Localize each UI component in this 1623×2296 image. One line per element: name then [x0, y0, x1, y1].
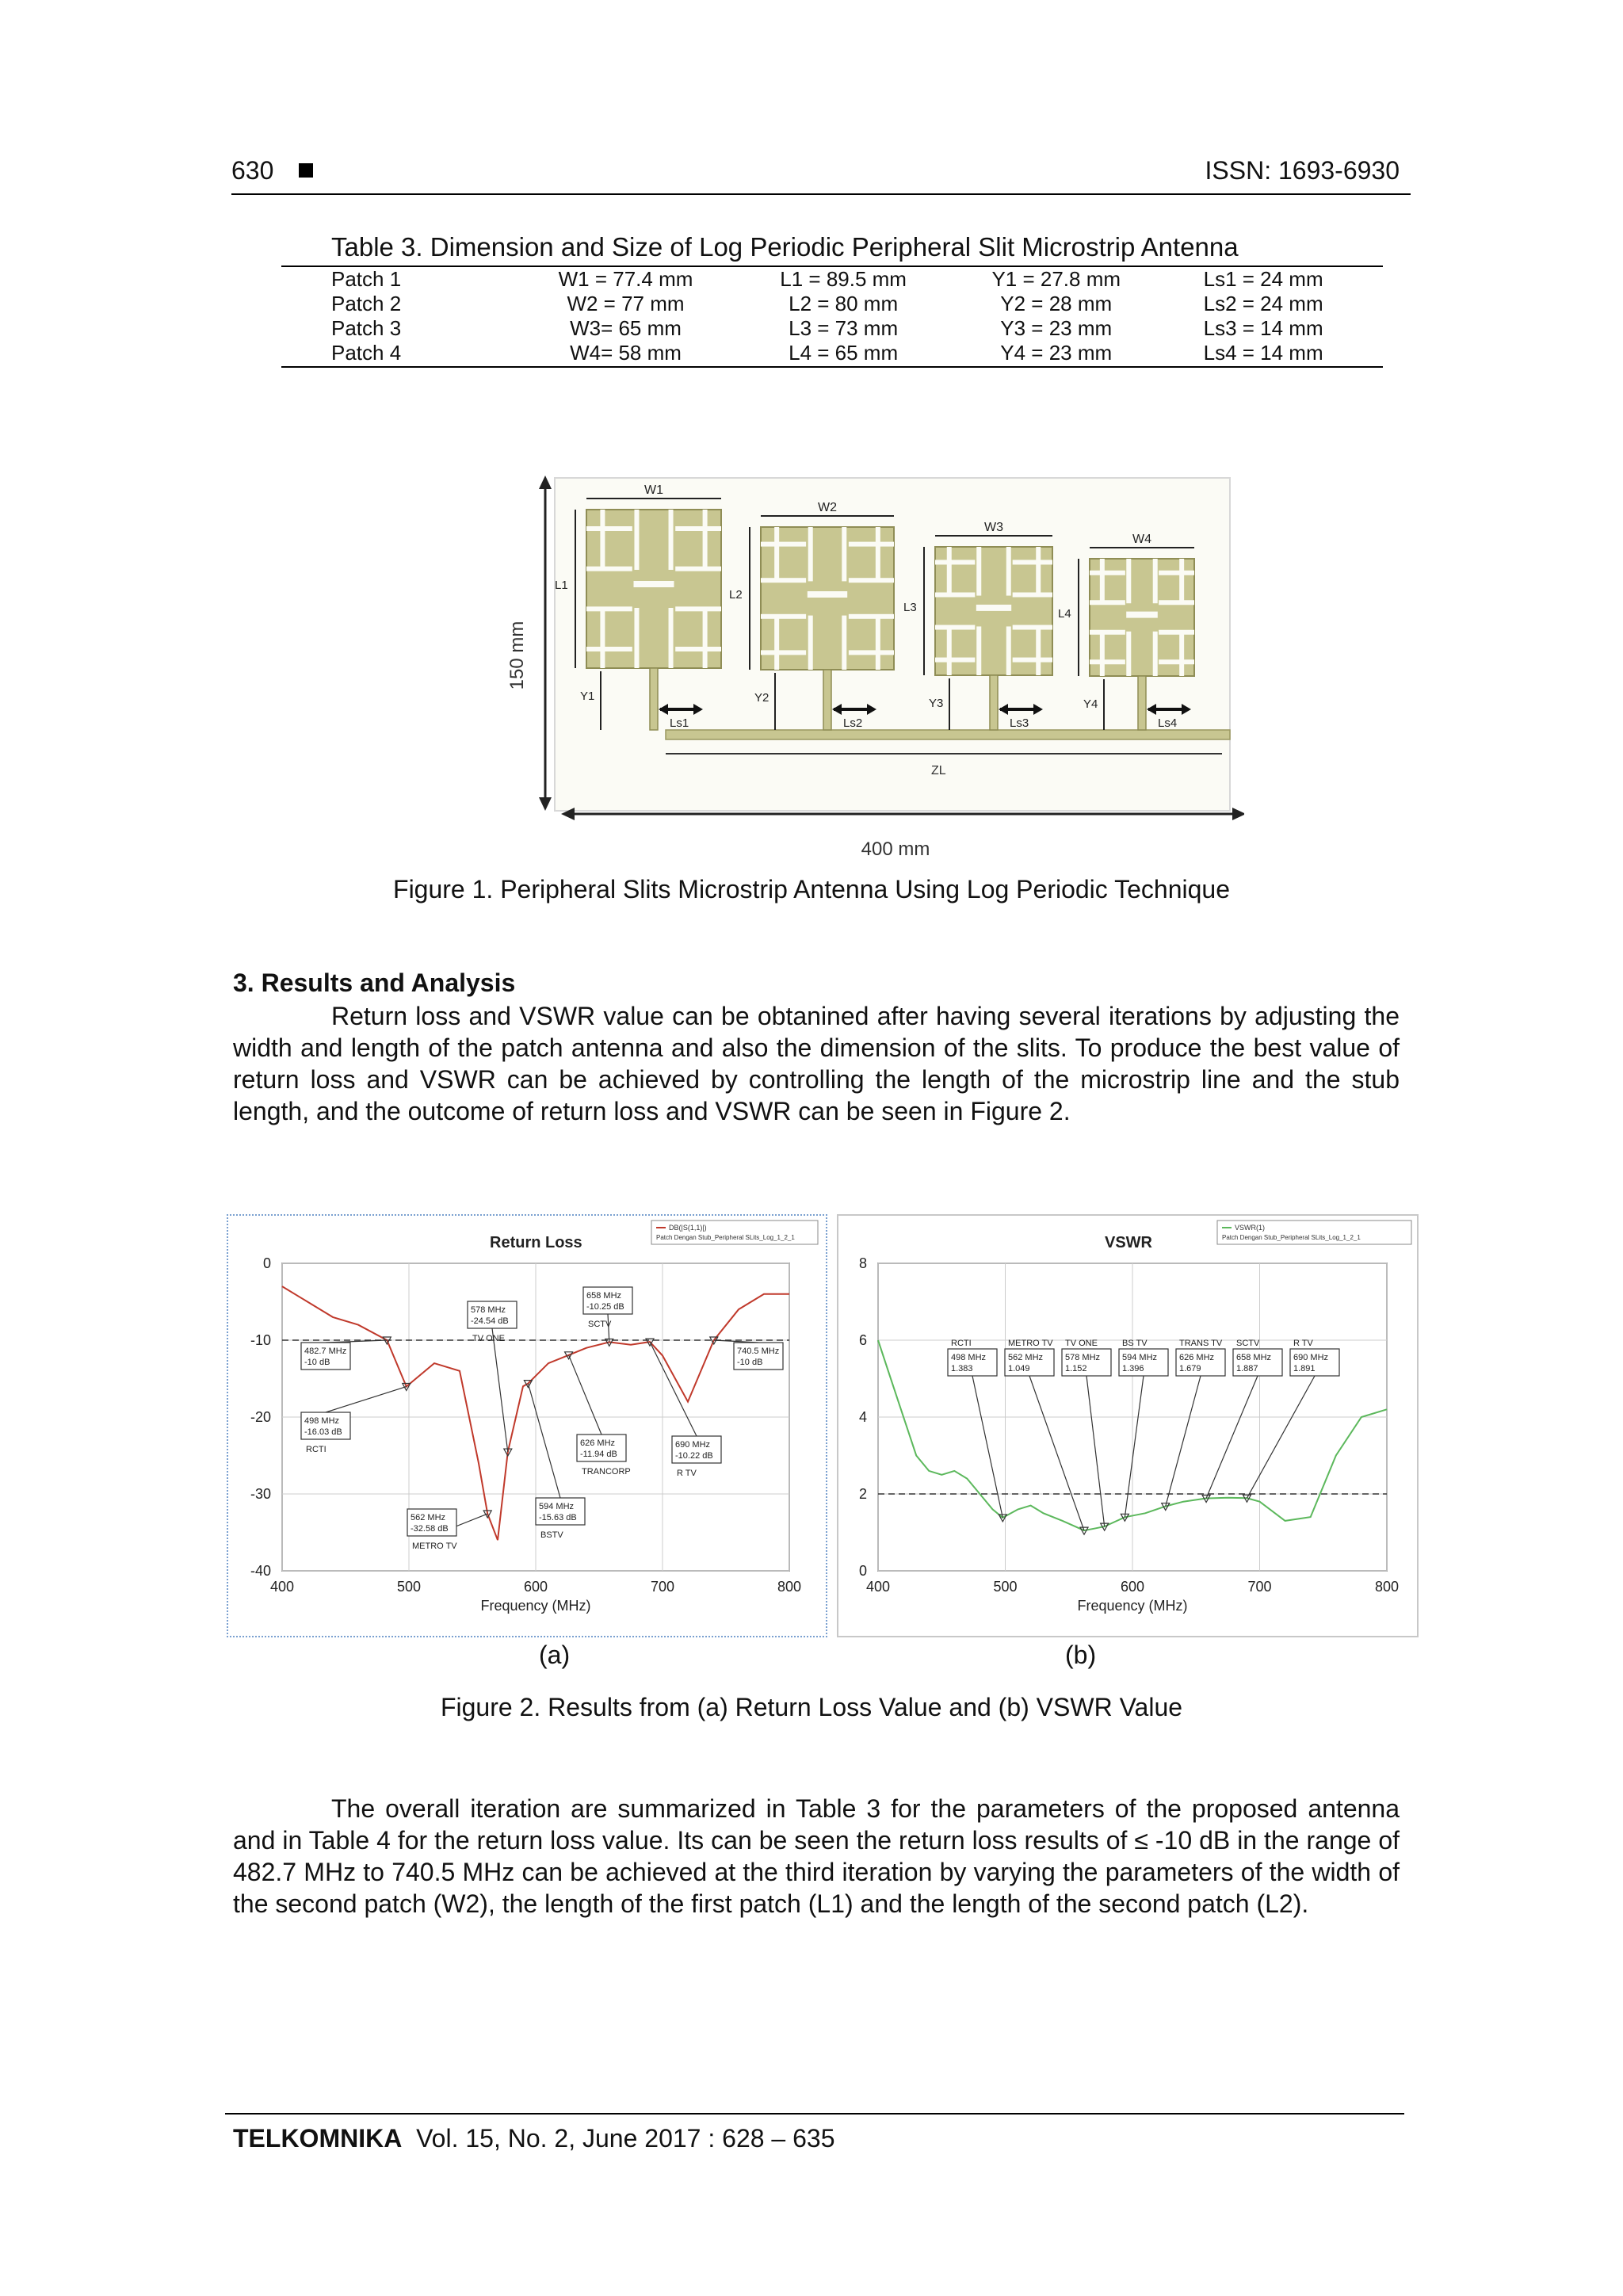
- y-tick-label: 0: [262, 1255, 271, 1271]
- chart-legend: [1217, 1221, 1411, 1244]
- slit: [1006, 626, 1011, 675]
- table-cell: Patch 2: [331, 292, 402, 315]
- slit: [935, 658, 975, 663]
- station-label: R TV: [677, 1469, 697, 1478]
- table-cell: W3= 65 mm: [570, 316, 682, 340]
- table-bottom-rule: [281, 366, 1383, 368]
- callout-value: 1.049: [1008, 1364, 1030, 1373]
- slit: [774, 527, 779, 581]
- station-label: RCTI: [306, 1445, 327, 1454]
- center-slit: [976, 605, 1011, 611]
- callout-value: -15.63 dB: [539, 1513, 577, 1522]
- slit: [675, 526, 721, 531]
- table-row: [309, 292, 1363, 316]
- page-number: 630: [231, 156, 313, 185]
- station-label: SCTV: [1236, 1339, 1260, 1348]
- callout-value: -10 dB: [304, 1358, 330, 1367]
- stub: [823, 670, 831, 730]
- x-axis-label: Frequency (MHz): [1077, 1598, 1188, 1614]
- x-tick-label: 400: [865, 1579, 891, 1595]
- slit: [675, 606, 721, 611]
- callout-value: -11.94 dB: [580, 1450, 617, 1459]
- y-tick-label: -10: [250, 1332, 271, 1348]
- x-tick-label: 600: [1120, 1579, 1145, 1595]
- chart-title: Return Loss: [490, 1234, 582, 1251]
- station-label: TV ONE: [472, 1334, 505, 1343]
- callout-value: 1.396: [1122, 1364, 1144, 1373]
- callout-value: -24.54 dB: [471, 1316, 509, 1326]
- x-tick-label: 600: [523, 1579, 548, 1595]
- vswr-chart: [837, 1214, 1419, 1637]
- section-heading: 3. Results and Analysis: [233, 968, 516, 997]
- x-tick-label: 800: [777, 1579, 802, 1595]
- slit: [761, 542, 806, 547]
- callout-value: -32.58 dB: [411, 1524, 449, 1534]
- figure1-caption: Figure 1. Peripheral Slits Microstrip Antenna Using Log Periodic Technique: [393, 875, 1230, 904]
- y-tick-label: -40: [250, 1563, 271, 1579]
- l-label: L2: [729, 588, 743, 602]
- chart-title: VSWR: [1105, 1234, 1152, 1251]
- callout-freq: 690 MHz: [675, 1440, 711, 1450]
- slit: [634, 608, 639, 668]
- slit: [675, 647, 721, 651]
- slit: [1159, 600, 1194, 605]
- x-tick-label: 400: [269, 1579, 295, 1595]
- callout-freq: 578 MHz: [1065, 1353, 1101, 1362]
- y-tick-label: 0: [858, 1563, 867, 1579]
- table-cell: L2 = 80 mm: [789, 292, 899, 315]
- w-label: W4: [1132, 533, 1151, 546]
- center-slit: [808, 591, 847, 598]
- slit: [1013, 625, 1052, 630]
- stub: [990, 675, 998, 730]
- station-label: BSTV: [540, 1530, 563, 1540]
- table-cell: Y2 = 28 mm: [1000, 292, 1113, 315]
- slit: [1153, 632, 1158, 676]
- slit: [1013, 658, 1052, 663]
- callout-value: 1.152: [1065, 1364, 1087, 1373]
- callout-value: 1.891: [1293, 1364, 1316, 1373]
- y-tick-label: 2: [858, 1486, 867, 1502]
- paragraph-2: The overall iteration are summarized in Table 3 for the parameters of the proposed antenna and in Table 4 for the return loss value. Its can be seen the return loss results of ≤ -10 dB in the range of 482.7 MHz to 740.5 MHz can be achieved at the third iteration by varying the parameters of the width of the second patch (W2), the length of the first patch (L1) and the length of the second patch (L2).: [233, 1794, 1400, 1918]
- slit: [808, 527, 813, 581]
- slit: [1006, 547, 1011, 596]
- slit: [1153, 559, 1158, 603]
- callout-value: -16.03 dB: [304, 1427, 342, 1437]
- callout-freq: 626 MHz: [580, 1438, 616, 1448]
- slit: [1036, 626, 1041, 675]
- w-label: W1: [644, 483, 663, 497]
- table-cell: Patch 1: [331, 267, 402, 291]
- slit: [976, 547, 981, 596]
- slit: [1100, 632, 1105, 676]
- callout-value: 1.383: [951, 1364, 973, 1373]
- slit: [1036, 547, 1041, 596]
- x-tick-label: 500: [993, 1579, 1018, 1595]
- l-label: L4: [1058, 607, 1071, 621]
- footer-citation: TELKOMNIKA Vol. 15, No. 2, June 2017 : 628 – 635: [233, 2124, 835, 2153]
- slit: [669, 608, 674, 668]
- patch-body: [586, 510, 721, 668]
- callout-freq: 482.7 MHz: [304, 1347, 347, 1356]
- slit: [1159, 659, 1194, 664]
- y-tick-label: -20: [250, 1409, 271, 1425]
- callout-freq: 562 MHz: [1008, 1353, 1044, 1362]
- table-cell: Ls4 = 14 mm: [1203, 341, 1323, 365]
- slit: [1126, 632, 1131, 676]
- slit: [761, 578, 806, 583]
- y-label: Y1: [580, 690, 595, 703]
- table-cell: L3 = 73 mm: [789, 316, 899, 340]
- stub: [1138, 676, 1146, 730]
- callout-freq: 626 MHz: [1179, 1353, 1215, 1362]
- callout-value: 1.887: [1236, 1364, 1258, 1373]
- table-cell: Y1 = 27.8 mm: [991, 267, 1121, 291]
- table-cell: W1 = 77.4 mm: [558, 267, 693, 291]
- slit: [935, 560, 975, 564]
- table-caption: Table 3. Dimension and Size of Log Periodic Peripheral Slit Microstrip Antenna: [331, 232, 1239, 262]
- y-tick-label: -30: [250, 1486, 271, 1502]
- subfigure-a-label: (a): [539, 1641, 571, 1669]
- legend-entry: VSWR(1): [1235, 1224, 1265, 1232]
- callout-freq: 658 MHz: [586, 1291, 622, 1301]
- slit: [586, 606, 632, 611]
- callout-freq: 594 MHz: [539, 1502, 575, 1511]
- table-cell: L1 = 89.5 mm: [780, 267, 907, 291]
- slit: [1159, 571, 1194, 575]
- ls-label: Ls2: [843, 716, 863, 730]
- slit: [1013, 592, 1052, 597]
- slit: [808, 616, 813, 670]
- slit: [976, 626, 981, 675]
- callout-freq: 578 MHz: [471, 1305, 506, 1315]
- slit: [1090, 630, 1125, 635]
- callout-freq: 740.5 MHz: [737, 1347, 780, 1356]
- table-row: [309, 316, 1363, 341]
- feed-line: [666, 730, 1230, 739]
- callout-freq: 498 MHz: [304, 1416, 340, 1426]
- table-cell: L4 = 65 mm: [789, 341, 899, 365]
- slit: [703, 510, 708, 570]
- slit: [1100, 559, 1105, 603]
- slit: [947, 547, 952, 596]
- callout-value: 1.679: [1179, 1364, 1201, 1373]
- header-rule: [231, 193, 1411, 195]
- station-label: METRO TV: [1008, 1339, 1053, 1348]
- l-label: L1: [555, 579, 568, 592]
- feed-label: ZL: [931, 764, 946, 777]
- table-cell: Ls2 = 24 mm: [1203, 292, 1323, 315]
- slit: [842, 527, 846, 581]
- slit: [849, 578, 894, 583]
- slit: [1090, 659, 1125, 664]
- slit: [849, 542, 894, 547]
- slit: [1090, 571, 1125, 575]
- slit: [935, 625, 975, 630]
- x-tick-label: 700: [1247, 1579, 1272, 1595]
- callout-freq: 594 MHz: [1122, 1353, 1158, 1362]
- y-label: Y3: [929, 697, 944, 710]
- table-row: [309, 341, 1363, 365]
- table-cell: Y3 = 23 mm: [1000, 316, 1113, 340]
- callout-freq: 562 MHz: [411, 1513, 446, 1522]
- height-label: 150 mm: [506, 621, 528, 690]
- slit: [703, 608, 708, 668]
- issn: ISSN: 1693-6930: [1205, 156, 1400, 185]
- w-label: W3: [984, 521, 1003, 534]
- x-tick-label: 700: [650, 1579, 675, 1595]
- callout-value: -10 dB: [737, 1358, 763, 1367]
- table-cell: W2 = 77 mm: [567, 292, 685, 315]
- table-cell: Patch 3: [331, 316, 402, 340]
- subfigure-b-label: (b): [1065, 1641, 1097, 1669]
- callout-value: -10.22 dB: [675, 1451, 713, 1461]
- x-axis-label: Frequency (MHz): [480, 1598, 591, 1614]
- ls-label: Ls1: [670, 716, 689, 730]
- chart-legend: [651, 1221, 818, 1244]
- table-row: [309, 267, 1363, 292]
- table-cell: Ls1 = 24 mm: [1203, 267, 1323, 291]
- callout-value: -10.25 dB: [586, 1302, 624, 1312]
- slit: [600, 608, 605, 668]
- y-tick-label: 4: [858, 1409, 867, 1425]
- station-label: TRANCORP: [582, 1467, 631, 1477]
- table-cell: Y4 = 23 mm: [1000, 341, 1113, 365]
- slit: [586, 567, 632, 571]
- w-label: W2: [818, 501, 837, 514]
- slit: [1126, 559, 1131, 603]
- legend-subtitle: Patch Dengan Stub_Peripheral SLits_Log_1_2_1: [1222, 1234, 1361, 1241]
- slit: [1013, 560, 1052, 564]
- station-label: RCTI: [951, 1339, 972, 1348]
- slit: [774, 616, 779, 670]
- slit: [761, 650, 806, 655]
- table-cell: W4= 58 mm: [570, 341, 682, 365]
- station-label: R TV: [1293, 1339, 1313, 1348]
- ls-label: Ls3: [1010, 716, 1029, 730]
- station-label: TV ONE: [1065, 1339, 1098, 1348]
- slit: [849, 650, 894, 655]
- callout-freq: 690 MHz: [1293, 1353, 1329, 1362]
- slit: [675, 567, 721, 571]
- slit: [876, 527, 880, 581]
- legend-entry: DB(|S(1,1)|): [669, 1224, 707, 1232]
- patch-body: [935, 547, 1052, 675]
- slit: [842, 616, 846, 670]
- ls-label: Ls4: [1158, 716, 1178, 730]
- center-slit: [1126, 612, 1158, 618]
- station-label: SCTV: [588, 1320, 612, 1329]
- slit: [1179, 632, 1184, 676]
- slit: [1159, 630, 1194, 635]
- width-label: 400 mm: [861, 839, 930, 860]
- slit: [761, 614, 806, 619]
- paragraph-1: Return loss and VSWR value can be obtanined after having several iterations by adjusting the width and length of the patch antenna and also the dimension of the slits. To produce the best value of return loss and VSWR can be achieved by controlling the length of the microstrip line and the stub length, and the outcome of return loss and VSWR can be seen in Figure 2.: [233, 1002, 1400, 1125]
- slit: [1090, 600, 1125, 605]
- y-tick-label: 8: [858, 1255, 867, 1271]
- slit: [1179, 559, 1184, 603]
- station-label: BS TV: [1122, 1339, 1148, 1348]
- y-label: Y2: [754, 691, 769, 705]
- y-tick-label: 6: [858, 1332, 867, 1348]
- slit: [634, 510, 639, 570]
- table-cell: Ls3 = 14 mm: [1203, 316, 1323, 340]
- slit: [669, 510, 674, 570]
- table-cell: Patch 4: [331, 341, 402, 365]
- station-label: TRANS TV: [1179, 1339, 1223, 1348]
- y-label: Y4: [1083, 697, 1098, 711]
- return-loss-chart: [227, 1214, 827, 1637]
- antenna-figure: [499, 472, 1244, 860]
- slit: [935, 592, 975, 597]
- x-tick-label: 500: [396, 1579, 422, 1595]
- patch-body: [761, 527, 894, 670]
- station-label: METRO TV: [412, 1541, 457, 1551]
- l-label: L3: [903, 601, 917, 614]
- footer-rule: [225, 2113, 1404, 2115]
- slit: [600, 510, 605, 570]
- slit: [947, 626, 952, 675]
- slit: [586, 526, 632, 531]
- slit: [876, 616, 880, 670]
- x-tick-label: 800: [1374, 1579, 1400, 1595]
- slit: [849, 614, 894, 619]
- header-square-icon: [299, 163, 313, 178]
- stub: [650, 668, 658, 730]
- dimension-table: [309, 267, 1363, 365]
- callout-freq: 498 MHz: [951, 1353, 987, 1362]
- callout-freq: 658 MHz: [1236, 1353, 1272, 1362]
- center-slit: [634, 581, 674, 587]
- slit: [586, 647, 632, 651]
- figure2-caption: Figure 2. Results from (a) Return Loss Value and (b) VSWR Value: [440, 1693, 1183, 1721]
- legend-subtitle: Patch Dengan Stub_Peripheral SLits_Log_1_2_1: [656, 1234, 795, 1241]
